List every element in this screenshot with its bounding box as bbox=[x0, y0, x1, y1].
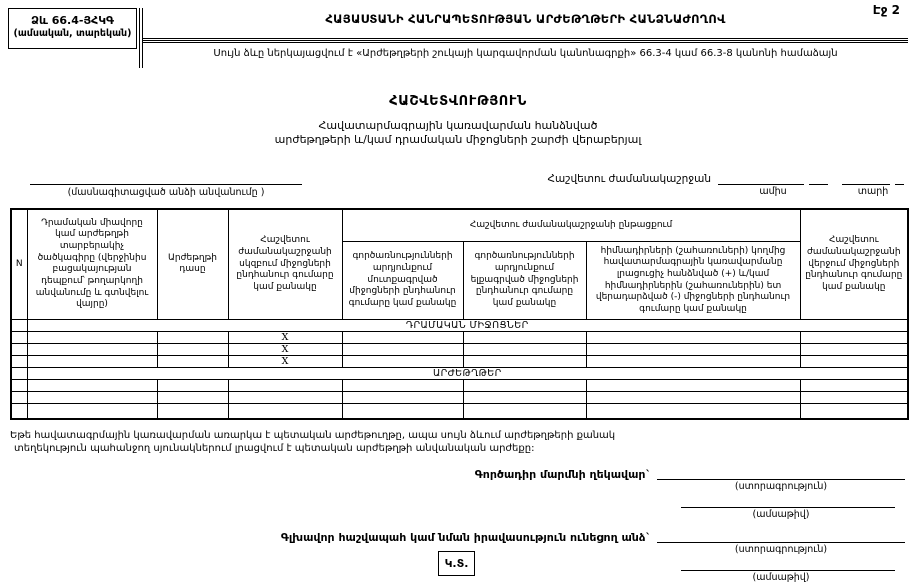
table-cell[interactable] bbox=[157, 344, 228, 356]
signature-line[interactable] bbox=[657, 466, 905, 480]
table-cell[interactable] bbox=[11, 344, 27, 356]
table-cell[interactable] bbox=[27, 392, 157, 404]
triple-horizontal-rule bbox=[143, 38, 908, 43]
col-header-start-of-period: Հաշվետու ժամանակաշրջանի սկզբում միջոցների ընդհանուր գումարը կամ քանակը bbox=[228, 209, 342, 320]
table-cell[interactable] bbox=[463, 404, 586, 419]
table-cell[interactable] bbox=[157, 392, 228, 404]
form-periodicity: (ամսական, տարեկան) bbox=[13, 28, 132, 40]
table-cell[interactable] bbox=[586, 380, 800, 392]
executive-signature-lines bbox=[657, 466, 905, 520]
table-cell[interactable] bbox=[586, 344, 800, 356]
x-mark-cell: X bbox=[228, 344, 342, 356]
table-cell[interactable] bbox=[157, 404, 228, 419]
col-header-end-of-period: Հաշվետու ժամանակաշրջանի վերջում միջոցների ընդհանուր գումարը կամ քանակը bbox=[800, 209, 908, 320]
table-cell[interactable] bbox=[463, 380, 586, 392]
section-row-securities bbox=[11, 368, 908, 380]
table-cell[interactable] bbox=[586, 404, 800, 419]
executive-signature-row bbox=[0, 466, 905, 520]
accountant-label: Գլխավոր հաշվապահ կամ նման իրավասություն ունեցող անձ` bbox=[280, 530, 651, 544]
committee-title: ՀԱՅԱՍՏԱՆԻ ՀԱՆՐԱՊԵՏՈՒԹՅԱՆ ԱՐԺԵԹՂԹԵՐԻ ՀԱՆՁՆԱԺՈՂՈՎ bbox=[325, 12, 726, 26]
col-header-number: N bbox=[11, 209, 27, 320]
table-cell[interactable] bbox=[11, 368, 27, 380]
table-cell[interactable] bbox=[11, 404, 27, 419]
reporting-period-block bbox=[547, 172, 904, 197]
securities-movement-table bbox=[10, 208, 909, 420]
col-header-currency-or-security-id: Դրամական միավորը կամ արժեթղթի տարբերակիչ ծածկագիրը (վերջինիս բացակայության դեպքում՝ թողարկողի անվանումը և գտնվելու վայրը) bbox=[27, 209, 157, 320]
identification-row bbox=[30, 172, 904, 198]
page-number: Էջ 2 bbox=[872, 3, 900, 17]
table-cell[interactable] bbox=[342, 392, 463, 404]
table-cell[interactable] bbox=[586, 392, 800, 404]
form-code: Ձև 66.4-ՅՀԿԳ bbox=[30, 14, 115, 27]
form-code-box bbox=[8, 8, 137, 49]
table-row bbox=[11, 380, 908, 392]
table-cell[interactable] bbox=[157, 380, 228, 392]
section-label-securities: ԱՐԺԵԹՂԹԵՐ bbox=[27, 368, 908, 380]
table-cell[interactable] bbox=[157, 356, 228, 368]
year-field[interactable] bbox=[842, 172, 890, 185]
section-row-monetary-funds bbox=[11, 320, 908, 332]
group-header-during-period: Հաշվետու ժամանակաշրջանի ընթացքում bbox=[342, 209, 800, 242]
table-cell[interactable] bbox=[27, 332, 157, 344]
table-cell[interactable] bbox=[463, 392, 586, 404]
table-cell[interactable] bbox=[27, 404, 157, 419]
x-mark-cell: X bbox=[228, 332, 342, 344]
table-cell[interactable] bbox=[342, 404, 463, 419]
table-cell[interactable] bbox=[800, 356, 908, 368]
signature-line[interactable] bbox=[657, 529, 905, 543]
table-cell[interactable] bbox=[800, 392, 908, 404]
name-block bbox=[30, 172, 302, 198]
table-cell[interactable] bbox=[342, 344, 463, 356]
col-header-debited: գործառնությունների արդյունքում ելքագրված միջոցների ընդհանուր գումարը կամ քանակը bbox=[463, 242, 586, 320]
year-label: տարի bbox=[857, 185, 889, 197]
col-header-credited: գործառնությունների արդյունքում մուտքագրված միջոցների ընդհանուր գումարը կամ քանակը bbox=[342, 242, 463, 320]
table-cell[interactable] bbox=[800, 380, 908, 392]
seal-placeholder: Կ.Տ. bbox=[438, 551, 475, 576]
table-cell[interactable] bbox=[342, 380, 463, 392]
table-cell[interactable] bbox=[342, 356, 463, 368]
section-label-monetary-funds: ԴՐԱՄԱԿԱՆ ՄԻՋՈՑՆԵՐ bbox=[27, 320, 908, 332]
signature-caption: (ստորագրություն) bbox=[734, 543, 828, 555]
table-cell[interactable] bbox=[228, 380, 342, 392]
month-field[interactable] bbox=[718, 172, 804, 185]
month-field-extra[interactable] bbox=[809, 172, 828, 185]
table-row bbox=[11, 404, 908, 419]
table-cell[interactable] bbox=[586, 332, 800, 344]
table-cell[interactable] bbox=[800, 332, 908, 344]
table-row bbox=[11, 392, 908, 404]
executive-label: Գործադիր մարմնի ղեկավար` bbox=[474, 467, 651, 481]
report-subtitle bbox=[0, 119, 916, 148]
masthead-right bbox=[143, 8, 908, 59]
report-subtitle-line1: Հավատարմագրային կառավարման հանձնված bbox=[318, 119, 598, 132]
footnote-line1: Եթե հավատագրմային կառավարման առարկա է պետական արժեթուղթը, ապա սույն ձևում արժեթղթերի քանակ bbox=[10, 429, 616, 441]
reporting-period-label: Հաշվետու ժամանակաշրջան bbox=[547, 172, 711, 185]
date-caption: (ամսաթիվ) bbox=[752, 508, 810, 520]
table-cell[interactable] bbox=[11, 392, 27, 404]
table-cell[interactable] bbox=[27, 380, 157, 392]
presented-note: Սույն ձևը ներկայացվում է «Արժեթղթերի շուկայի կարգավորման կանոնագրքի» 66.3-4 կամ 66.3-8 կանոնի համաձայն bbox=[213, 48, 838, 59]
footnote bbox=[10, 429, 916, 455]
report-subtitle-line2: արժեթղթերի և/կամ դրամական միջոցների շարժի վերաբերյալ bbox=[274, 133, 642, 147]
table-cell[interactable] bbox=[463, 344, 586, 356]
date-line[interactable] bbox=[681, 493, 895, 508]
masthead bbox=[8, 8, 908, 68]
table-row bbox=[11, 344, 908, 356]
year-field-extra[interactable] bbox=[895, 172, 904, 185]
col-header-security-class: Արժեթղթի դասը bbox=[157, 209, 228, 320]
month-label: ամիս bbox=[759, 185, 787, 197]
table-cell[interactable] bbox=[157, 332, 228, 344]
accountant-signature-lines bbox=[657, 529, 905, 583]
footnote-line2: տեղեկություն պահանջող սյունակներում լրացվում է պետական արժեթղթի անվանական արժեքը: bbox=[14, 442, 535, 454]
month-fill-group bbox=[718, 172, 828, 197]
signature-caption: (ստորագրություն) bbox=[734, 480, 828, 492]
table-cell[interactable] bbox=[11, 332, 27, 344]
table-row bbox=[11, 356, 908, 368]
x-mark-cell: X bbox=[228, 356, 342, 368]
date-caption: (ամսաթիվ) bbox=[752, 571, 810, 583]
name-caption: (մասնագիտացված անձի անվանումը ) bbox=[67, 186, 265, 198]
table-cell[interactable] bbox=[27, 344, 157, 356]
table-row bbox=[11, 332, 908, 344]
specialized-person-name-field[interactable] bbox=[30, 182, 302, 185]
table-cell[interactable] bbox=[11, 380, 27, 392]
table-cell[interactable] bbox=[27, 356, 157, 368]
year-fill-group bbox=[842, 172, 904, 197]
table-cell[interactable] bbox=[228, 404, 342, 419]
table-cell[interactable] bbox=[342, 332, 463, 344]
table-cell[interactable] bbox=[11, 356, 27, 368]
table-cell[interactable] bbox=[11, 320, 27, 332]
date-line[interactable] bbox=[681, 556, 895, 571]
table-cell[interactable] bbox=[800, 344, 908, 356]
report-title: ՀԱՇՎԵՏՎՈՒԹՅՈՒՆ bbox=[389, 94, 527, 109]
table-cell[interactable] bbox=[586, 356, 800, 368]
col-header-founders-additional-returned: հիմնադիրների (շահառուների) կողմից հավատարմագրային կառավարմանը լրացուցիչ հանձնված (+) և/կամ հիմնադիրներին (շահառուներին) ետ վերադարձված (-) միջոցների ընդհանուր գումարը կամ քանակը bbox=[586, 242, 800, 320]
table-cell[interactable] bbox=[800, 404, 908, 419]
table-cell[interactable] bbox=[228, 392, 342, 404]
table-cell[interactable] bbox=[463, 332, 586, 344]
table-cell[interactable] bbox=[463, 356, 586, 368]
